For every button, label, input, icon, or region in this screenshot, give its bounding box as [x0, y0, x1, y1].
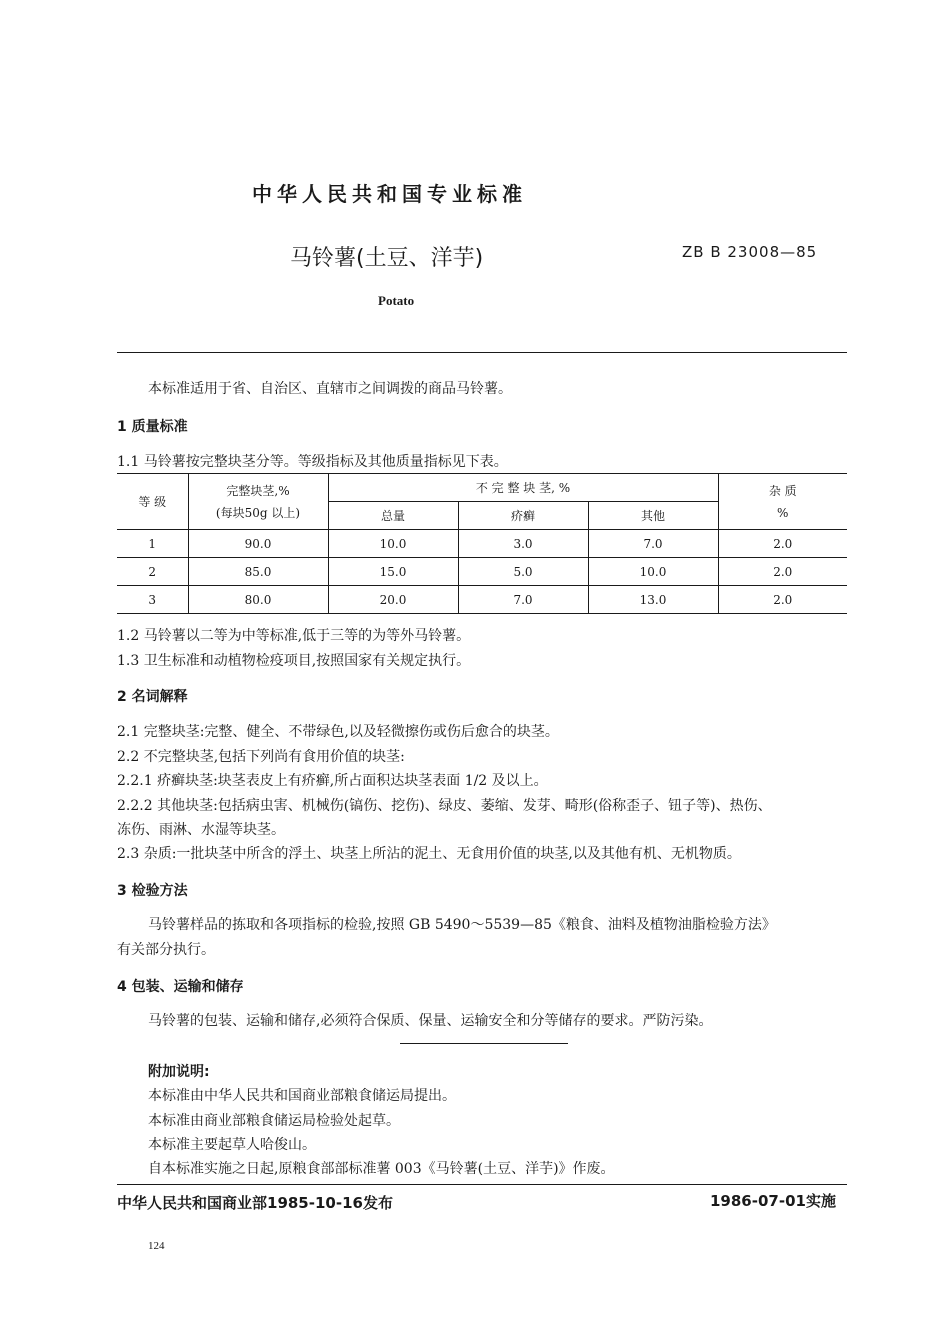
clause-1-1: 1.1 马铃薯按完整块茎分等。等级指标及其他质量指标见下表。 [117, 454, 508, 470]
cell-impurity: 2.0 [718, 530, 847, 558]
section-3-heading: 3 检验方法 [117, 883, 188, 899]
doc-title: 马铃薯(土豆、洋芋) [290, 246, 484, 271]
cell-total: 20.0 [328, 586, 458, 614]
org-title: 中华人民共和国专业标准 [252, 182, 527, 206]
cell-complete: 80.0 [188, 586, 328, 614]
footer-rule [117, 1184, 847, 1185]
notes-heading: 附加说明: [148, 1064, 210, 1080]
cell-impurity: 2.0 [718, 558, 847, 586]
cell-impurity: 2.0 [718, 586, 847, 614]
section-2-heading: 2 名词解释 [117, 689, 188, 705]
header-impurity [718, 474, 847, 530]
cell-complete: 85.0 [188, 558, 328, 586]
section-4-paragraph: 马铃薯的包装、运输和储存,必须符合保质、保量、运输安全和分等储存的要求。严防污染。 [148, 1013, 713, 1029]
header-other: 其他 [588, 502, 718, 530]
section-4-heading: 4 包装、运输和储存 [117, 979, 244, 995]
section-1-heading: 1 质量标准 [117, 419, 188, 435]
cell-scab: 7.0 [458, 586, 588, 614]
cell-total: 15.0 [328, 558, 458, 586]
issue-date: 中华人民共和国商业部1985-10-16发布 [117, 1194, 393, 1212]
effective-date: 1986-07-01实施 [710, 1192, 836, 1210]
clause-2-3: 2.3 杂质:一批块茎中所含的浮土、块茎上所沾的泥土、无食用价值的块茎,以及其他有机、无机物质。 [117, 846, 741, 862]
clause-1-2: 1.2 马铃薯以二等为中等标准,低于三等的为等外马铃薯。 [117, 628, 471, 644]
header-grade: 等 级 [117, 474, 188, 530]
page-number: 124 [148, 1240, 165, 1252]
clause-2-2: 2.2 不完整块茎,包括下列尚有食用价值的块茎: [117, 749, 405, 765]
table-row [117, 586, 847, 614]
english-title: Potato [378, 293, 415, 308]
intro-paragraph: 本标准适用于省、自治区、直辖市之间调拨的商品马铃薯。 [148, 381, 512, 397]
grade-table [117, 473, 847, 614]
cell-grade: 1 [117, 530, 188, 558]
clause-2-2-1: 2.2.1 疥癣块茎:块茎表皮上有疥癣,所占面积达块茎表面 1/2 及以上。 [117, 773, 548, 789]
clause-1-3: 1.3 卫生标准和动植物检疫项目,按照国家有关规定执行。 [117, 653, 471, 669]
cell-other: 13.0 [588, 586, 718, 614]
header-complete-line1: 完整块茎,% [226, 483, 290, 498]
header-scab: 疥癣 [458, 502, 588, 530]
note-line-2: 本标准由商业部粮食储运局检验处起草。 [148, 1113, 400, 1129]
clause-2-2-2-line2: 冻伤、雨淋、水湿等块茎。 [117, 822, 285, 838]
header-complete [188, 474, 328, 530]
header-complete-line2: (每块50g 以上) [215, 505, 301, 520]
cell-grade: 2 [117, 558, 188, 586]
clause-2-1: 2.1 完整块茎:完整、健全、不带绿色,以及轻微擦伤或伤后愈合的块茎。 [117, 724, 559, 740]
header-impurity-line1: 杂 质 [768, 483, 797, 498]
cell-complete: 90.0 [188, 530, 328, 558]
header-total: 总量 [328, 502, 458, 530]
cell-scab: 3.0 [458, 530, 588, 558]
table-row [117, 558, 847, 586]
header-incomplete: 不 完 整 块 茎, % [328, 474, 718, 502]
header-rule [117, 352, 847, 353]
cell-scab: 5.0 [458, 558, 588, 586]
doc-number: ZB B 23008—85 [682, 243, 818, 261]
table-row [117, 530, 847, 558]
note-line-3: 本标准主要起草人哈俊山。 [148, 1137, 316, 1153]
section-3-paragraph-line1: 马铃薯样品的拣取和各项指标的检验,按照 GB 5490～5539—85《粮食、油料及植物油脂检验方法》 [148, 917, 776, 933]
cell-total: 10.0 [328, 530, 458, 558]
notes-divider [400, 1043, 568, 1044]
cell-grade: 3 [117, 586, 188, 614]
cell-other: 7.0 [588, 530, 718, 558]
section-3-paragraph-line2: 有关部分执行。 [117, 942, 215, 958]
note-line-4: 自本标准实施之日起,原粮食部部标准薯 003《马铃薯(土豆、洋芋)》作废。 [148, 1161, 615, 1177]
note-line-1: 本标准由中华人民共和国商业部粮食储运局提出。 [148, 1088, 456, 1104]
cell-other: 10.0 [588, 558, 718, 586]
header-impurity-line2: % [777, 505, 789, 520]
clause-2-2-2-line1: 2.2.2 其他块茎:包括病虫害、机械伤(镐伤、挖伤)、绿皮、萎缩、发芽、畸形(俗称歪子、钮子等)、热伤、 [117, 798, 772, 814]
